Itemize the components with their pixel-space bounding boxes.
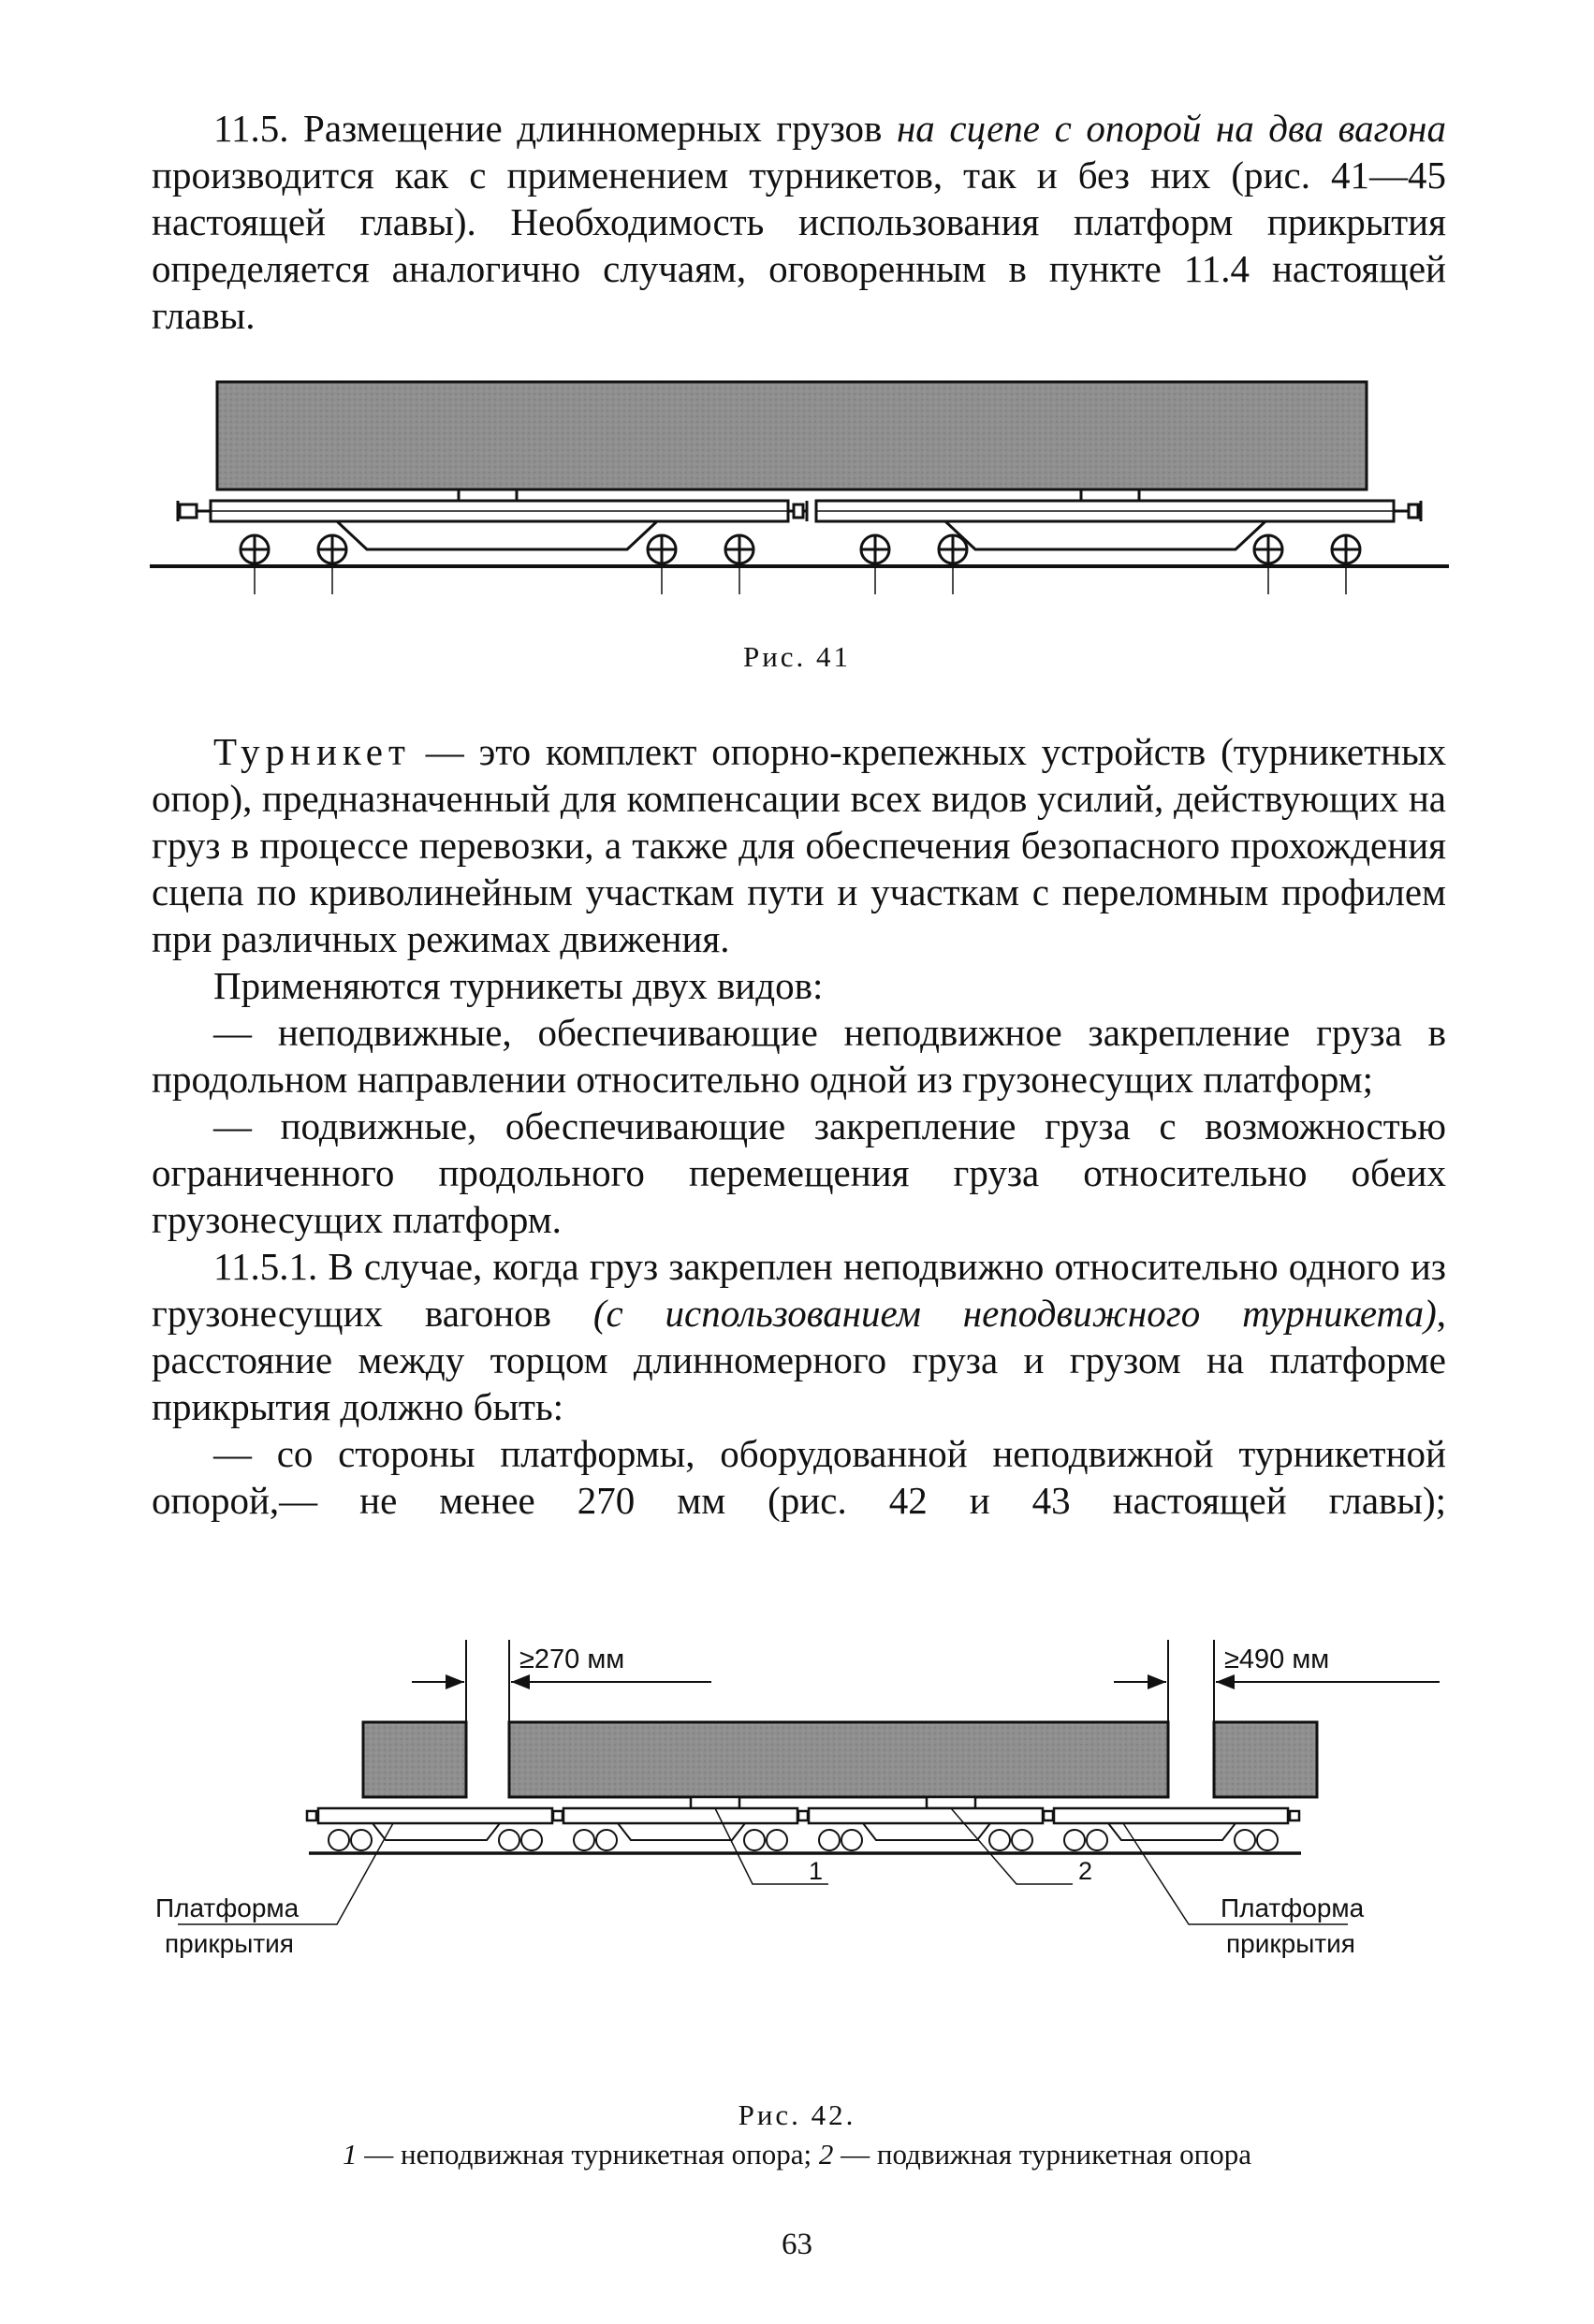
cover-cargo-right	[1214, 1722, 1317, 1797]
figure-42	[131, 1619, 1460, 1994]
callout-2: 2	[1078, 1857, 1093, 1885]
label-left-line1: Платформа	[155, 1893, 300, 1922]
emphasis-text: (с использованием неподвижного турникета)	[592, 1292, 1437, 1335]
long-cargo	[217, 382, 1367, 490]
body-text	[152, 728, 1446, 1524]
paragraph-text: Размещение длинномерных грузов	[288, 107, 897, 150]
wagons	[307, 1808, 1299, 1823]
paragraph-number: 11.5.1.	[213, 1245, 318, 1288]
wagon-right	[816, 501, 1421, 563]
paragraph-text: В случае, когда груз закреплен неподвижно относительно одного из грузонесущих вагонов	[152, 1245, 1446, 1335]
figure-42-caption	[0, 2097, 1594, 2134]
term-turnstile: Турникет	[213, 730, 411, 773]
mobile-turnstile-support	[927, 1797, 975, 1808]
paragraph-text: , расстояние между торцом длинномерного груза и грузом на платформе прикрытия должно быть:	[152, 1292, 1446, 1428]
cover-cargo-left	[363, 1722, 466, 1797]
dimension-left-label: ≥270 мм	[519, 1644, 625, 1674]
label-left-line2: прикрытия	[165, 1929, 294, 1958]
wagon-frames	[329, 1823, 1279, 1840]
caption-title: Рис. 42.	[738, 2098, 856, 2131]
legend-number: 1	[343, 2138, 358, 2171]
long-cargo	[509, 1722, 1168, 1797]
label-right-line2: прикрытия	[1226, 1929, 1355, 1958]
support-left	[459, 490, 517, 501]
list-item-mobile: — подвижные, обеспечивающие закрепление груза с возможностью ограниченного продольного перемещения груза относительно обеих грузонесущих платформ.	[152, 1104, 1446, 1241]
paragraph-11-5-1	[152, 1243, 1446, 1430]
legend-number: 2	[818, 2138, 834, 2171]
wagon-left	[178, 501, 788, 563]
leader-lines	[178, 1808, 1348, 1924]
paragraph-11-5	[152, 105, 1446, 339]
label-right-line1: Платформа	[1221, 1893, 1365, 1922]
dimension-right-label: ≥490 мм	[1224, 1644, 1330, 1674]
emphasis-text: на сцепе с опорой на два вагона	[896, 107, 1446, 150]
axle-ticks	[255, 566, 1346, 594]
paragraph-side: — со стороны платформы, оборудованной неподвижной турникетной опорой,— не менее 270 мм (рис. 42 и 43 настоящей главы);	[152, 1432, 1446, 1522]
list-item-fixed: — неподвижные, обеспечивающие неподвижное закрепление груза в продольном направлении относительно одной из грузонесущих платформ;	[152, 1011, 1446, 1101]
paragraph-text: производится как с применением турникетов, так и без них (рис. 41—45 настоящей главы). Необходимость использования платформ прикрытия определяется аналогично случаям, оговоренным в пункте 11.4 настоящей главы.	[152, 153, 1446, 337]
figure-42-legend	[0, 2136, 1594, 2173]
coupler	[788, 501, 807, 521]
fixed-turnstile-support	[691, 1797, 739, 1808]
paragraph-number: 11.5.	[213, 107, 289, 150]
support-right	[1081, 490, 1139, 501]
definition-text: — это комплект опорно-крепежных устройств (турникетных опор), предназначенный для компенсации всех видов усилий, действующих на груз в процессе перевозки, а также для обеспечения безопасного прохождения сцепа по криволинейным участкам пути и участкам с переломным профилем при различных режимах движения.	[152, 730, 1446, 960]
legend-text: — неподвижная турникетная опора;	[357, 2138, 819, 2171]
page-number: 63	[782, 2228, 812, 2261]
figure-41	[140, 370, 1460, 613]
paragraph-types: Применяются турникеты двух видов:	[213, 964, 824, 1007]
legend-text: — подвижная турникетная опора	[833, 2138, 1251, 2171]
figure-41-caption: Рис. 41	[742, 640, 852, 673]
callout-1: 1	[809, 1857, 824, 1885]
